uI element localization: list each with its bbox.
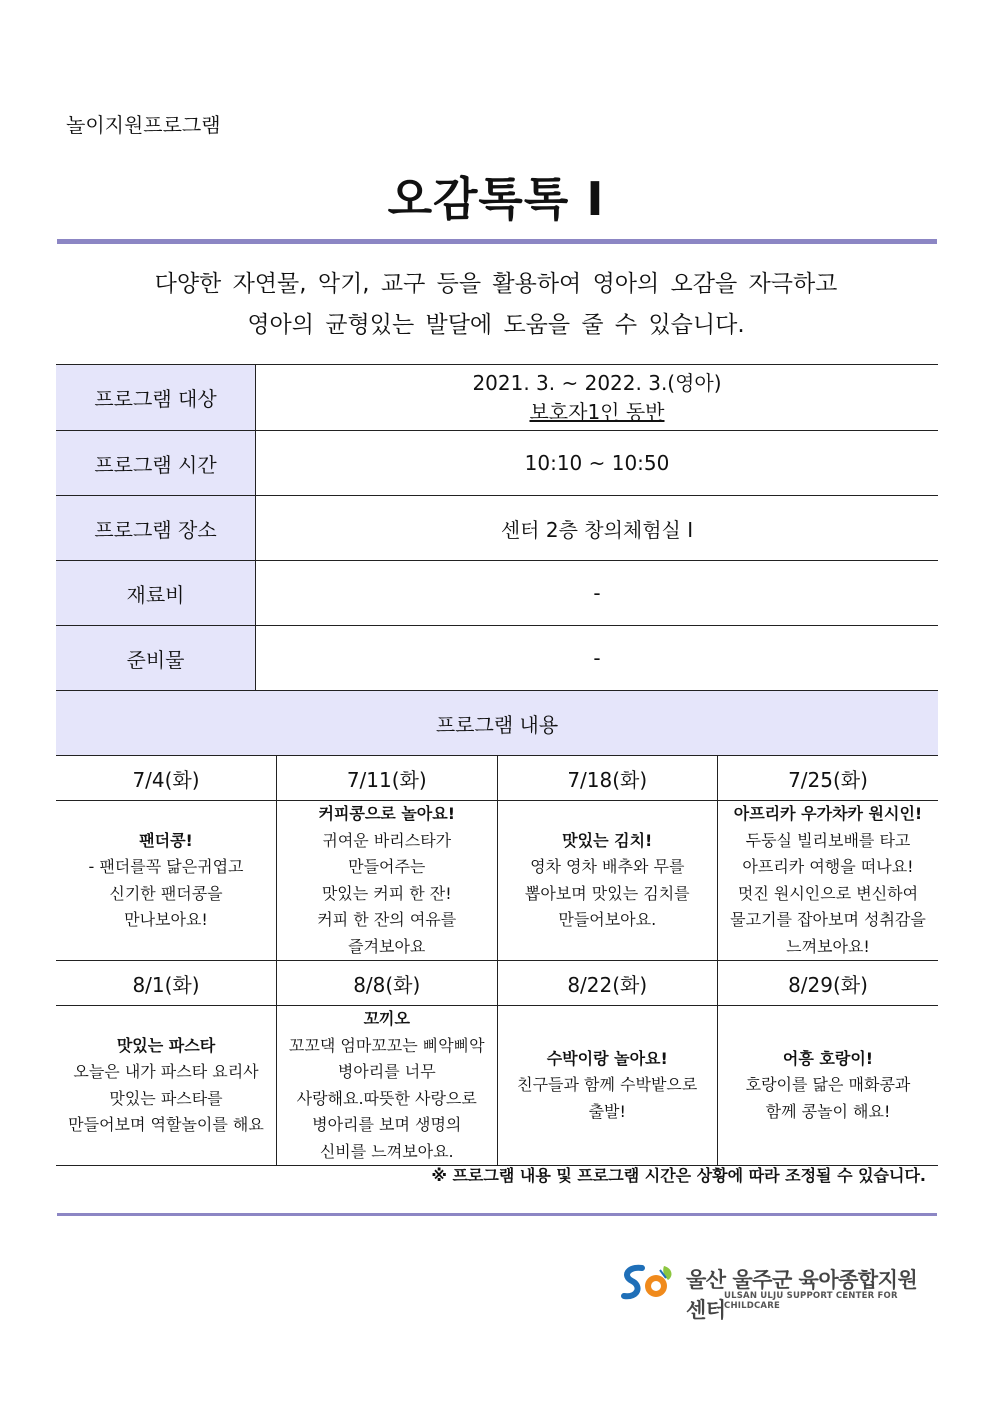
fee-value: - <box>256 561 939 626</box>
schedule-cell <box>718 801 939 961</box>
activity-body: - 팬더를꼭 닮은귀엽고 신기한 팬더콩을 만나보아요! <box>88 857 244 929</box>
schedule-date: 7/4(화) <box>56 756 277 801</box>
target-label: 프로그램 대상 <box>56 365 256 431</box>
time-label: 프로그램 시간 <box>56 431 256 496</box>
info-row-place <box>56 496 938 561</box>
program-category: 놀이지원프로그램 <box>66 113 221 137</box>
fee-label: 재료비 <box>56 561 256 626</box>
schedule-date: 7/25(화) <box>718 756 939 801</box>
activity-body: 호랑이를 닮은 매화콩과 함께 콩놀이 해요! <box>745 1075 911 1121</box>
schedule-date-row <box>56 756 938 801</box>
intro-text <box>0 264 992 346</box>
intro-line-1: 다양한 자연물, 악기, 교구 등을 활용하여 영아의 오감을 자극하고 <box>154 271 838 297</box>
schedule-cell <box>56 1006 277 1166</box>
target-value-line1: 2021. 3. ~ 2022. 3.(영아) <box>472 370 722 395</box>
activity-title: 수박이랑 놀아요! <box>546 1048 668 1068</box>
schedule-cell <box>277 1006 498 1166</box>
schedule-table <box>56 755 938 1166</box>
info-row-target <box>56 365 938 431</box>
title-divider <box>57 239 937 244</box>
intro-line-2: 영아의 균형있는 발달에 도움을 줄 수 있습니다. <box>247 312 745 338</box>
activity-title: 맛있는 파스타 <box>116 1035 216 1055</box>
schedule-cell <box>277 801 498 961</box>
center-logo-icon <box>620 1262 678 1306</box>
schedule-cell <box>718 1006 939 1166</box>
activity-title: 아프리카 우가차카 원시인! <box>733 804 923 823</box>
schedule-date: 8/29(화) <box>718 961 939 1006</box>
page-title: 오감톡톡 I <box>387 172 605 226</box>
content-header: 프로그램 내용 <box>56 691 938 756</box>
activity-body: 친구들과 함께 수박밭으로 출발! <box>517 1075 698 1121</box>
schedule-desc-row <box>56 1006 938 1166</box>
target-value <box>256 365 939 431</box>
activity-body: 두둥실 빌리보배를 타고 아프리카 여행을 떠나요! 멋진 원시인으로 변신하여 물고기를 잡아보며 성취감을 느껴보아요! <box>730 830 926 956</box>
center-name-english: ULSAN ULJU SUPPORT CENTER FOR CHILDCARE <box>724 1291 898 1311</box>
info-row-prep <box>56 626 938 691</box>
prep-value: - <box>256 626 939 691</box>
schedule-date: 8/8(화) <box>277 961 498 1006</box>
activity-body: 오늘은 내가 파스타 요리사 맛있는 파스타를 만들어보며 역할놀이를 해요 <box>68 1062 264 1134</box>
schedule-cell <box>497 1006 718 1166</box>
prep-label: 준비물 <box>56 626 256 691</box>
schedule-cell <box>497 801 718 961</box>
activity-title: 커피콩으로 놀아요! <box>318 804 455 823</box>
activity-title: 꼬끼오 <box>363 1009 410 1028</box>
content-header-row <box>56 691 938 756</box>
schedule-cell <box>56 801 277 961</box>
place-label: 프로그램 장소 <box>56 496 256 561</box>
center-logo <box>620 1262 920 1322</box>
schedule-date: 8/22(화) <box>497 961 718 1006</box>
footer-divider <box>57 1213 937 1216</box>
schedule-date: 8/1(화) <box>56 961 277 1006</box>
program-info-table <box>56 364 938 756</box>
schedule-desc-row <box>56 801 938 961</box>
schedule-date: 7/18(화) <box>497 756 718 801</box>
activity-body: 꼬꼬댁 엄마꼬꼬는 삐악삐악 병아리를 너무 사랑해요.따뜻한 사랑으로 병아리를 보며 생명의 신비를 느껴보아요. <box>288 1035 485 1161</box>
schedule-note: ※ 프로그램 내용 및 프로그램 시간은 상황에 따라 조정될 수 있습니다. <box>431 1166 926 1185</box>
time-value: 10:10 ~ 10:50 <box>256 431 939 496</box>
activity-title: 팬더콩! <box>139 830 193 850</box>
activity-title: 맛있는 김치! <box>562 830 653 850</box>
activity-body: 귀여운 바리스타가 만들어주는 맛있는 커피 한 잔! 커피 한 잔의 여유를 즐겨보아요 <box>317 830 457 956</box>
activity-title: 어흥 호랑이! <box>782 1048 874 1068</box>
place-value: 센터 2층 창의체험실 I <box>256 496 939 561</box>
center-name-korean: 울산 울주군 육아종합지원센터 <box>686 1268 918 1322</box>
activity-body: 영차 영차 배추와 무를 뽑아보며 맛있는 김치를 만들어보아요. <box>524 857 690 929</box>
schedule-date-row <box>56 961 938 1006</box>
schedule-date: 7/11(화) <box>277 756 498 801</box>
info-row-time <box>56 431 938 496</box>
target-value-line2: 보호자1인 동반 <box>529 399 665 424</box>
info-row-fee <box>56 561 938 626</box>
